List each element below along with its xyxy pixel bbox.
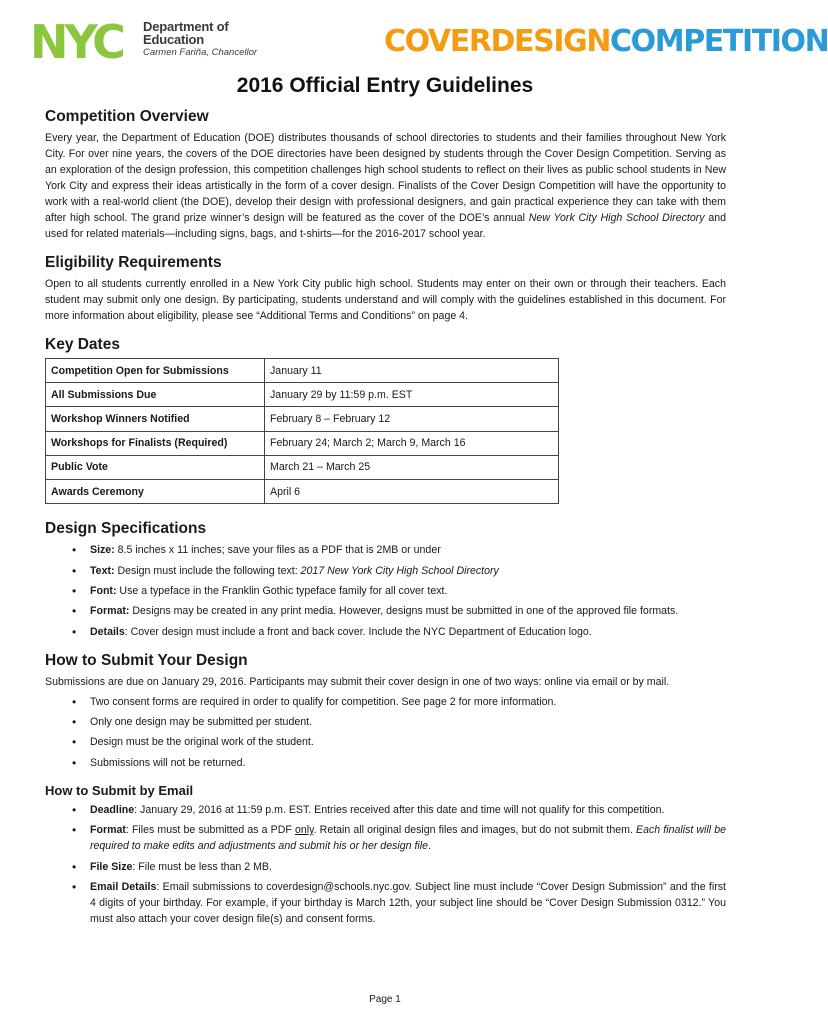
key-dates-section	[45, 336, 726, 504]
key-date-label: Workshop Winners Notified	[46, 407, 265, 431]
table-row	[46, 383, 559, 407]
key-dates-heading: Key Dates	[45, 336, 120, 353]
page-number: Page 1	[369, 994, 401, 1005]
overview-heading: Competition Overview	[45, 108, 209, 125]
competition-logo-word-competition: COMPETITION	[610, 24, 828, 59]
eligibility-heading: Eligibility Requirements	[45, 254, 222, 271]
chancellor-name: Carmen Fariña, Chancellor	[143, 47, 258, 58]
design-specs-list	[72, 542, 726, 640]
key-date-value: February 24; March 2; March 9, March 16	[265, 431, 559, 455]
table-row	[46, 455, 559, 479]
design-specs-heading: Design Specifications	[45, 520, 207, 538]
nyc-logo	[30, 15, 138, 69]
doe-wordmark	[143, 20, 293, 59]
submit-by-email-heading: How to Submit by Email	[45, 782, 194, 798]
table-row	[46, 479, 559, 503]
spec-format: • Format: Designs may be created in any print media. However, designs must be submitted in one of the approved file formats.	[72, 603, 726, 619]
list-item: • Design must be the original work of the student.	[72, 734, 726, 750]
key-date-value: February 8 – February 12	[265, 407, 559, 431]
submit-by-email-section	[45, 783, 726, 927]
email-format: • Format: Files must be submitted as a PDF only. Retain all original design files and images, but do not submit them. Each finalist will be required to make edits and adjustments and submit his or her design file.	[72, 822, 726, 854]
key-date-value: January 11	[265, 359, 559, 383]
doe-name-line2: Education	[143, 32, 205, 47]
key-dates-table	[45, 358, 559, 504]
key-date-label: Competition Open for Submissions	[46, 359, 265, 383]
spec-font: • Font: Use a typeface in the Franklin Gothic typeface family for all cover text.	[72, 583, 726, 599]
eligibility-section	[45, 254, 726, 324]
page-header	[0, 0, 828, 72]
competition-logo	[384, 24, 828, 60]
key-date-label: Public Vote	[46, 455, 265, 479]
nyc-logo-text: NYC	[30, 15, 122, 69]
how-to-submit-heading: How to Submit Your Design	[45, 651, 248, 669]
eligibility-text: Open to all students currently enrolled in a New York City public high school. Students may enter on their own or through their teachers. Each student may submit only one design. By participating, students understand and will comply with the guidelines established in this document. For more information about eligibility, please see “Additional Terms and Conditions” on page 4.	[45, 278, 726, 322]
email-details: • Email Details: Email submissions to coverdesign@schools.nyc.gov. Subject line must include “Cover Design Submission” and the first 4 digits of your birthday. For example, if your birthday is March 12th, your subject line should be “Cover Design Submission 0312.” You must also attach your cover design file(s) and consent forms.	[72, 879, 726, 927]
list-item: • Two consent forms are required in order to qualify for competition. See page 2 for more information.	[72, 694, 726, 710]
document-title: 2016 Official Entry Guidelines	[236, 74, 534, 97]
email-file-size: • File Size: File must be less than 2 MB.	[72, 859, 726, 875]
submission-rules-list	[72, 694, 726, 771]
spec-text: • Text: Design must include the following text: 2017 New York City High School Directory	[72, 563, 726, 579]
key-date-label: Awards Ceremony	[46, 479, 265, 503]
key-date-label: All Submissions Due	[46, 383, 265, 407]
email-deadline: • Deadline: January 29, 2016 at 11:59 p.m. EST. Entries received after this date and time will not qualify for this competition.	[72, 802, 726, 818]
spec-details: • Details: Cover design must include a front and back cover. Include the NYC Department of Education logo.	[72, 624, 726, 640]
competition-overview-section	[45, 108, 726, 242]
how-to-submit-section	[45, 652, 726, 771]
email-submission-list	[72, 802, 726, 927]
list-item: • Only one design may be submitted per student.	[72, 714, 726, 730]
key-date-value: April 6	[265, 479, 559, 503]
competition-logo-word-design: DESIGN	[490, 24, 611, 59]
list-item: • Submissions will not be returned.	[72, 755, 726, 771]
document-body	[45, 108, 726, 939]
how-to-submit-intro: Submissions are due on January 29, 2016. Participants may submit their cover design in one of two ways: online via email or by mail.	[45, 675, 670, 688]
table-row	[46, 407, 559, 431]
key-date-label: Workshops for Finalists (Required)	[46, 431, 265, 455]
overview-text: Every year, the Department of Education (DOE) distributes thousands of school directories to students and their families throughout New York City. For over nine years, the covers of the DOE directories have been designed by students through the Cover Design Competition. Serving as an exploration of the design profession, this competition challenges high school students to reflect on their lives as public school students in New York City and express their ideas artistically in the form of a cover design. Finalists of the Cover Design Competition will have the opportunity to work with a real-world client (the DOE), develop their design with professional designers, and gain practical experience they can take with them after high school. The grand prize winner’s design will be featured as the cover of the DOE’s annual New York City High School Directory and used for related materials—including signs, bags, and t-shirts—for the 2016-2017 school year.	[45, 132, 726, 240]
design-specifications-section	[45, 520, 726, 640]
doe-name-line1: Department of	[143, 19, 229, 34]
key-date-value: March 21 – March 25	[265, 455, 559, 479]
table-row	[46, 359, 559, 383]
key-date-value: January 29 by 11:59 p.m. EST	[265, 383, 559, 407]
table-row	[46, 431, 559, 455]
spec-size: • Size: 8.5 inches x 11 inches; save your files as a PDF that is 2MB or under	[72, 542, 726, 558]
competition-logo-word-cover: COVER	[384, 24, 491, 59]
